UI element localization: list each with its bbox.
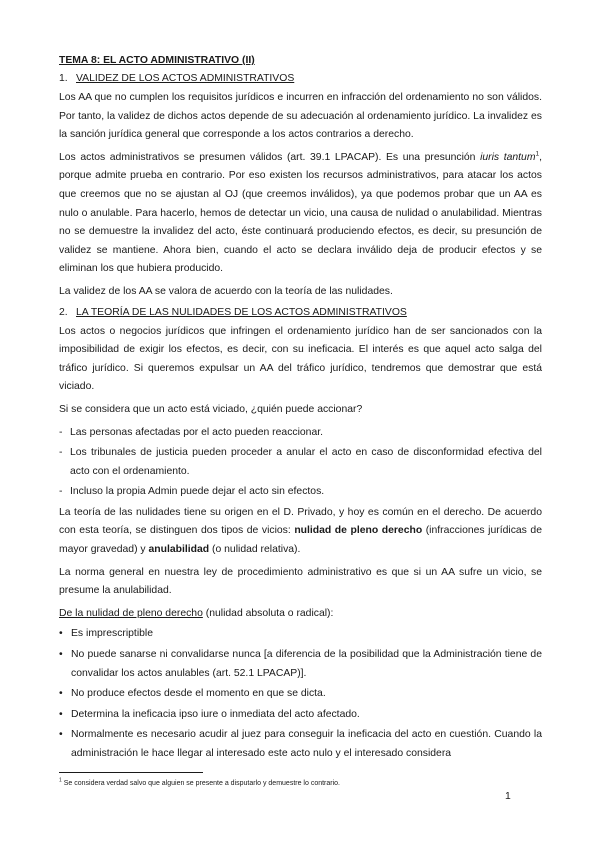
- footnote: [59, 779, 542, 789]
- section-2-heading-text: LA TEORÍA DE LAS NULIDADES DE LOS ACTOS ADMINISTRATIVOS: [76, 306, 407, 318]
- subheading-nulidad: [59, 605, 542, 624]
- section-1-paragraph-2: [59, 149, 542, 279]
- section-2-paragraph-3: [59, 504, 542, 560]
- footnote-ref: 1: [535, 150, 540, 158]
- footnote-marker: 1: [59, 777, 62, 784]
- list-item-text: Determina la ineficacia ipso iure o inmediata del acto afectado.: [71, 708, 360, 720]
- list-item-text: No puede sanarse ni convalidarse nunca [a diferencia de la posibilidad que la Administración tiene de convalidar los actos anulables (art. 52.1 LPACAP)].: [71, 649, 542, 679]
- bullet-marker: •: [59, 628, 63, 640]
- bullet-marker: •: [59, 708, 63, 720]
- section-1-paragraph-3: La validez de los AA se valora de acuerdo con la teoría de las nulidades.: [59, 285, 393, 297]
- list-item: [59, 685, 542, 704]
- section-2-paragraph-1: Los actos o negocios jurídicos que infringen el ordenamiento jurídico han de ser sancionados con la imposibilidad de exigir los efectos, es decir, con su ineficacia. El interés es que aquel acto salga del tráfico jurídico. Si queremos expulsar un AA del tráfico jurídico, tendremos que demostrar que está viciado.: [59, 325, 542, 393]
- italic-term: iuris tantum: [480, 151, 536, 163]
- section-1-number: 1.: [59, 73, 68, 84]
- bold-term: anulabilidad: [148, 544, 210, 556]
- section-1-heading: [59, 72, 542, 86]
- list-item-text: Normalmente es necesario acudir al juez para conseguir la ineficacia del acto en cuestión. Cuando la administración le hace llegar al interesado este acto nulo y el interesado considera: [71, 729, 542, 759]
- section-1-heading-text: VALIDEZ DE LOS ACTOS ADMINISTRATIVOS: [76, 73, 295, 84]
- bullet-list: [59, 625, 542, 763]
- bold-term: nulidad de pleno derecho: [294, 525, 423, 537]
- list-item: [59, 483, 542, 502]
- section-2-number: 2.: [59, 306, 68, 318]
- paragraph-text: Los actos administrativos se presumen válidos (art. 39.1 LPACAP). Es una presunción: [59, 151, 481, 163]
- section-2-heading: [59, 306, 542, 320]
- footnote-divider: [59, 772, 203, 773]
- footnote-text: Se considera verdad salvo que alguien se presente a disputarlo y demuestre lo contrario.: [61, 780, 341, 787]
- bullet-marker: •: [59, 688, 63, 700]
- dash-marker: -: [59, 486, 63, 498]
- list-item: [59, 646, 542, 683]
- list-item: [59, 444, 542, 481]
- paragraph-text: La teoría de las nulidades tiene su origen en el D. Privado, y hoy es común en el derecho. De acuerdo con esta teoría, se distinguen dos tipos de vicios:: [59, 506, 542, 537]
- section-1-paragraph-1: Los AA que no cumplen los requisitos jurídicos e incurren en infracción del ordenamiento no son válidos. Por tanto, la validez de dichos actos depende de su adecuación al ordenamiento jurídico. La invalidez es la sanción jurídica general que corresponde a los actos contrarios a derecho.: [59, 92, 542, 141]
- subheading-rest: (nulidad absoluta o radical):: [202, 607, 334, 619]
- list-item-text: Incluso la propia Admin puede dejar el acto sin efectos.: [70, 486, 325, 498]
- list-item-text: Las personas afectadas por el acto pueden reaccionar.: [70, 426, 324, 438]
- list-item: [59, 726, 542, 763]
- list-item-text: Es imprescriptible: [71, 628, 153, 640]
- document-title: TEMA 8: EL ACTO ADMINISTRATIVO (II): [59, 55, 255, 66]
- page-number: 1: [505, 791, 511, 802]
- section-2-paragraph-4: La norma general en nuestra ley de procedimiento administrativo es que si un AA sufre un vicio, se presume la anulabilidad.: [59, 566, 542, 597]
- paragraph-text: , porque admite prueba en contrario. Por eso existen los recursos administrativos, para atacar los actos que creemos que no se ajustan al OJ (que creemos inválidos), ya que podemos probar que un AA es nulo o anulable. Para hacerlo, hemos de detectar un vicio, una causa de nulidad o anulabilidad. Mientras no se demuestre la invalidez del acto, éste continuará produciendo efectos, es decir, su presunción de validez se mantiene. Ahora bien, cuando el acto se declara inválido deja de producir efectos y se eliminan los que hubiera producido.: [59, 151, 542, 275]
- dash-marker: -: [59, 426, 63, 438]
- document-page: [59, 54, 542, 766]
- bullet-marker: •: [59, 729, 63, 741]
- bullet-marker: •: [59, 649, 63, 661]
- list-item: [59, 424, 542, 443]
- dash-marker: -: [59, 447, 63, 459]
- list-item: [59, 706, 542, 725]
- list-item-text: No produce efectos desde el momento en que se dicta.: [71, 688, 326, 700]
- section-2-paragraph-2: Si se considera que un acto está viciado, ¿quién puede accionar?: [59, 403, 363, 415]
- paragraph-text: (o nulidad relativa).: [209, 544, 301, 556]
- subheading-underlined: De la nulidad de pleno derecho: [59, 607, 203, 619]
- list-item: [59, 625, 542, 644]
- dash-list: [59, 424, 542, 502]
- list-item-text: Los tribunales de justicia pueden proceder a anular el acto en caso de disconformidad efectiva del acto con el ordenamiento.: [70, 447, 542, 477]
- paragraph-text: (infracciones jurídicas de mayor gravedad) y: [59, 525, 542, 556]
